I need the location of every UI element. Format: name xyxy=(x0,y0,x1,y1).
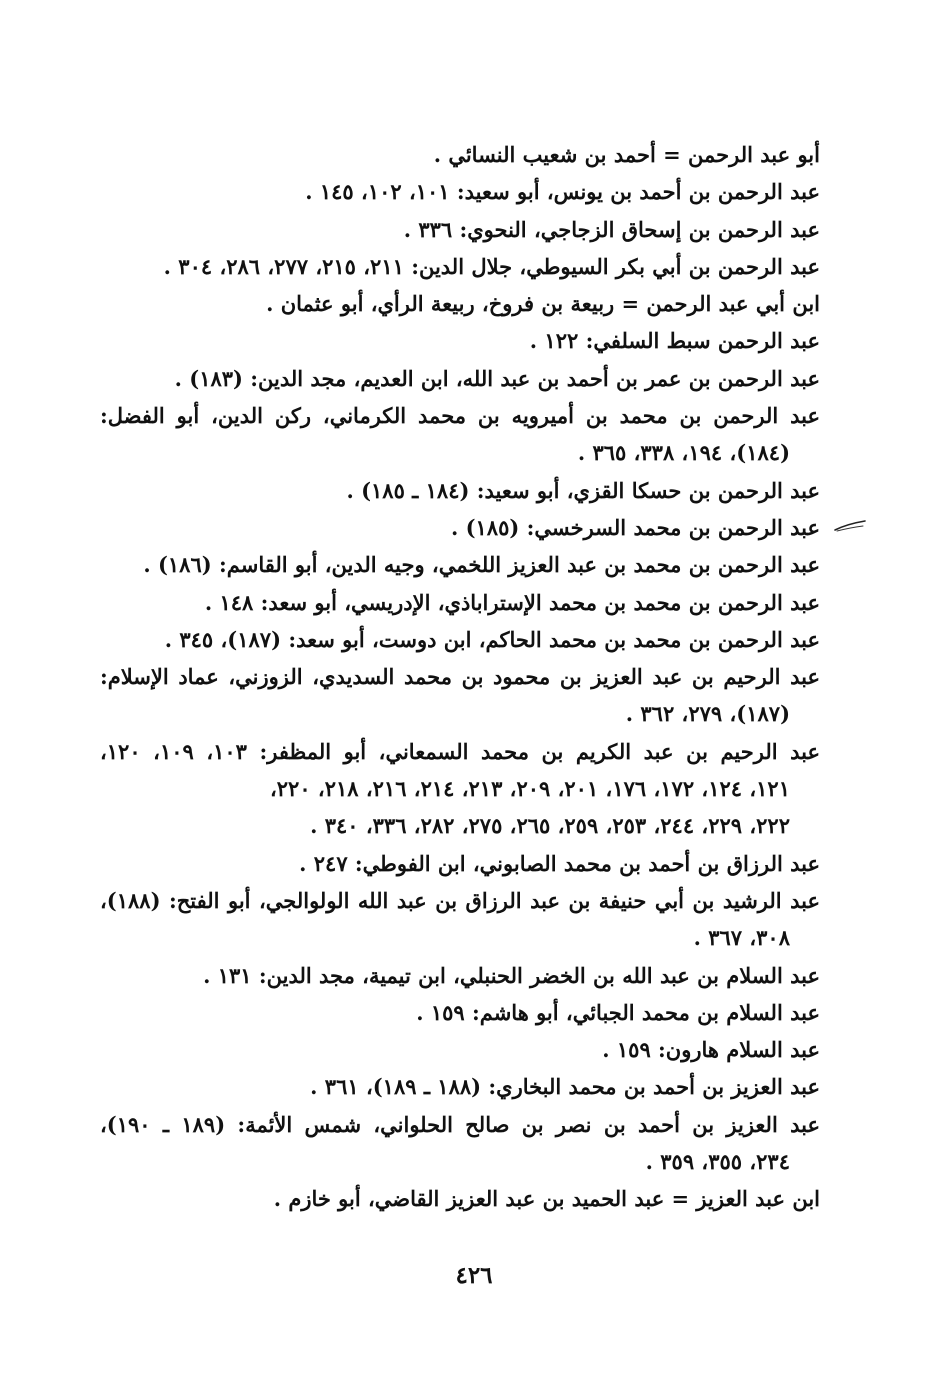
entry-text: عبد الرحمن بن محمد بن عبد العزيز اللخمي، وجيه الدين، أبو القاسم: (١٨٦) . xyxy=(143,552,820,578)
index-entry xyxy=(100,882,820,957)
entry-text: عبد الرحمن بن محمد بن محمد الحاكم، ابن دوست، أبو سعد: (١٨٧)، ٣٤٥ . xyxy=(164,626,820,652)
entry-text: عبد الرحمن بن محمد السرخسي: (١٨٥) . xyxy=(450,514,820,540)
entry-continuation: ١٢١، ١٢٤، ١٧٢، ١٧٦، ٢٠١، ٢٠٩، ٢١٣، ٢١٤، ٢١٦، ٢١٨، ٢٢٠، xyxy=(270,776,790,802)
margin-pen-mark xyxy=(833,518,867,534)
index-list xyxy=(100,136,820,1218)
entry-continuation: ٢٢٢، ٢٢٩، ٢٤٤، ٢٥٣، ٢٥٩، ٢٦٥، ٢٧٥، ٢٨٢، ٣٣٦، ٣٤٠ . xyxy=(310,813,790,839)
entry-text: عبد الرحمن بن أبي بكر السيوطي، جلال الدين: ٢١١، ٢١٥، ٢٧٧، ٢٨٦، ٣٠٤ . xyxy=(163,253,820,279)
entry-text: عبد السلام بن محمد الجبائي، أبو هاشم: ١٥٩ . xyxy=(416,999,820,1025)
index-entry xyxy=(100,733,820,845)
index-entry xyxy=(100,173,820,210)
index-entry xyxy=(100,1031,820,1068)
index-entry xyxy=(100,1106,820,1181)
index-entry xyxy=(100,397,820,472)
entry-text: ابن عبد العزيز = عبد الحميد بن عبد العزيز القاضي، أبو خازم . xyxy=(273,1186,820,1212)
index-entry xyxy=(100,360,820,397)
index-entry xyxy=(100,994,820,1031)
entry-text: عبد العزيز بن أحمد بن محمد البخاري: (١٨٨ ـ ١٨٩)، ٣٦١ . xyxy=(310,1074,820,1100)
index-entry xyxy=(100,509,820,546)
index-entry xyxy=(100,584,820,621)
entry-text: عبد الرحيم بن عبد العزيز بن محمود بن محمد السديدي، الزوزني، عماد الإسلام: xyxy=(100,664,820,690)
index-entry xyxy=(100,1180,820,1217)
entry-text: عبد العزيز بن أحمد بن نصر بن صالح الحلواني، شمس الأئمة: (١٨٩ ـ ١٩٠)، xyxy=(100,1111,820,1137)
entry-continuation: ٣٠٨، ٣٦٧ . xyxy=(693,925,790,951)
entry-text: عبد الرحمن بن محمد بن أميرويه بن محمد الكرماني، ركن الدين، أبو الفضل: xyxy=(100,403,820,429)
entry-text: عبد الرزاق بن أحمد بن محمد الصابوني، ابن الفوطي: ٢٤٧ . xyxy=(299,850,820,876)
entry-text: عبد السلام هارون: ١٥٩ . xyxy=(602,1037,820,1063)
index-entry xyxy=(100,658,820,733)
index-entry xyxy=(100,322,820,359)
index-entry xyxy=(100,1068,820,1105)
entry-text: عبد الرحمن بن إسحاق الزجاجي، النحوي: ٣٣٦ . xyxy=(403,216,820,242)
index-entry xyxy=(100,957,820,994)
index-entry xyxy=(100,136,820,173)
entry-continuation: (١٨٧)، ٢٧٩، ٣٦٢ . xyxy=(625,701,790,727)
entry-text: عبد الرحمن بن حسكا القزي، أبو سعيد: (١٨٤ ـ ١٨٥) . xyxy=(346,477,820,503)
index-entry xyxy=(100,845,820,882)
page-number: ٤٢٦ xyxy=(455,1262,493,1289)
entry-text: عبد الرشيد بن أبي حنيفة بن عبد الرزاق بن عبد الله الولوالجي، أبو الفتح: (١٨٨)، xyxy=(100,887,820,913)
entry-text: ابن أبي عبد الرحمن = ربيعة بن فروخ، ربيعة الرأي، أبو عثمان . xyxy=(266,291,820,317)
index-entry xyxy=(100,472,820,509)
entry-text: عبد الرحمن بن أحمد بن يونس، أبو سعيد: ١٠١، ١٠٢، ١٤٥ . xyxy=(305,179,820,205)
entry-continuation: (١٨٤)، ١٩٤، ٣٣٨، ٣٦٥ . xyxy=(577,440,790,466)
entry-text: عبد الرحيم بن عبد الكريم بن محمد السمعاني، أبو المظفر: ١٠٣، ١٠٩، ١٢٠، xyxy=(100,738,820,764)
entry-text: أبو عبد الرحمن = أحمد بن شعيب النسائي . xyxy=(433,142,820,167)
entry-continuation: ٢٣٤، ٣٥٥، ٣٥٩ . xyxy=(645,1149,790,1175)
index-entry xyxy=(100,285,820,322)
index-entry xyxy=(100,211,820,248)
index-entry xyxy=(100,546,820,583)
entry-text: عبد الرحمن سبط السلفي: ١٢٢ . xyxy=(529,328,820,354)
index-entry xyxy=(100,248,820,285)
index-entry xyxy=(100,621,820,658)
entry-text: عبد الرحمن بن عمر بن أحمد بن عبد الله، ابن العديم، مجد الدين: (١٨٣) . xyxy=(174,365,820,391)
entry-text: عبد الرحمن بن محمد بن محمد الإستراباذي، الإدريسي، أبو سعد: ١٤٨ . xyxy=(204,589,820,615)
entry-text: عبد السلام بن عبد الله بن الخضر الحنبلي، ابن تيمية، مجد الدين: ١٣١ . xyxy=(203,962,820,988)
